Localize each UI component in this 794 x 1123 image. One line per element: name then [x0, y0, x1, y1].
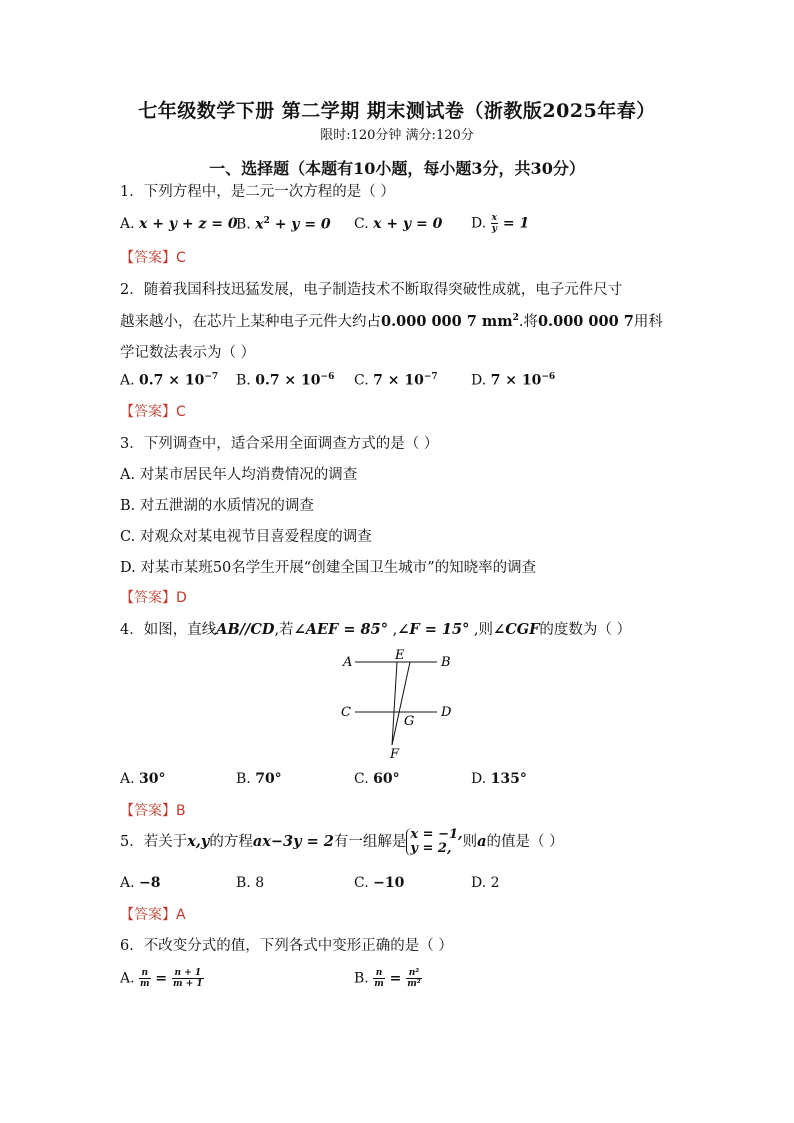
section-heading: 一、选择题（本题有10小题，每小题3分，共30分）: [209, 159, 585, 178]
option-math-sup: 2: [263, 216, 270, 226]
stem-text: 的方程: [209, 834, 253, 850]
label-f: F: [390, 747, 400, 762]
option-label: D.: [471, 372, 491, 389]
option-label: B.: [236, 372, 256, 389]
stem-text: ,则: [469, 622, 494, 638]
stem-math: ∠F = 15°: [397, 621, 470, 638]
question-1-option-d: [471, 213, 529, 234]
stem-math: 0.000 000 7 mm: [381, 313, 513, 330]
stem-text: 4．如图，直线: [120, 622, 217, 638]
question-3-stem: 3．下列调查中，适合采用全面调查方式的是（ ）: [120, 436, 439, 452]
stem-text: ,若: [274, 622, 294, 638]
stem-text: 有一组解是: [333, 834, 407, 850]
question-2-stem-line-2: [120, 310, 663, 331]
stem-text: 则: [462, 834, 478, 850]
question-5-option-d: [471, 875, 500, 891]
option-label: D.: [471, 771, 491, 787]
fraction-numerator: n: [139, 968, 151, 979]
question-5-option-b: [236, 875, 264, 891]
label-a: A: [343, 655, 353, 670]
question-5-option-c: [354, 875, 404, 891]
question-3-option-c: C. 对观众对某电视节目喜爱程度的调查: [120, 529, 372, 545]
stem-math: ∠CGF: [493, 621, 540, 638]
question-4-answer: 【答案】B: [120, 803, 186, 819]
question-3-option-d: D. 对某市某班50名学生开展“创建全国卫生城市”的知晓率的调查: [120, 560, 537, 576]
stem-math: 0.000 000 7: [537, 313, 634, 330]
equation-line: y = 2,: [410, 841, 452, 856]
question-3-answer: 【答案】D: [120, 590, 187, 606]
question-2-option-b: [236, 372, 334, 389]
option-fraction-left: [373, 968, 385, 989]
label-e: E: [395, 648, 405, 663]
option-label: A.: [120, 771, 140, 787]
geometry-figure: [335, 645, 465, 765]
option-math: = 1: [498, 215, 530, 232]
question-5-stem: [120, 828, 564, 856]
option-math: −8: [139, 875, 161, 891]
option-math: 135°: [490, 771, 527, 787]
label-d: D: [441, 705, 452, 720]
option-math: x: [255, 216, 264, 233]
option-math: 8: [255, 875, 265, 891]
question-1-option-b: [236, 216, 331, 233]
option-math-sup: −6: [541, 372, 556, 382]
option-label: C.: [354, 216, 374, 232]
option-math-sup: −7: [204, 372, 219, 382]
question-4-option-b: [236, 771, 282, 787]
option-label: B.: [236, 216, 256, 233]
question-1-stem: 1．下列方程中，是二元一次方程的是（ ）: [120, 184, 395, 200]
option-label: C.: [354, 372, 374, 389]
option-math: 60°: [373, 771, 400, 787]
question-4-option-c: [354, 771, 400, 787]
option-math: 70°: [255, 771, 282, 787]
option-label: B.: [354, 970, 374, 987]
question-2-option-d: [471, 372, 555, 389]
label-c: C: [341, 705, 351, 720]
question-1-option-a: [120, 216, 238, 232]
option-label: C.: [354, 875, 374, 891]
option-math: −10: [373, 875, 405, 891]
question-4-option-a: [120, 771, 166, 787]
fraction-denominator: m + 1: [173, 979, 203, 989]
fraction-denominator: y: [491, 224, 497, 234]
question-6-option-a: A. $\frac{n}{m}$ = $\frac{n + 1}{m + 1}$: [120, 968, 203, 989]
stem-math: ∠AEF = 85°: [293, 621, 388, 638]
option-label: A.: [120, 970, 140, 987]
option-math: 0.7 × 10: [255, 372, 321, 389]
question-1-answer: 【答案】C: [120, 250, 186, 266]
question-2-stem-line-1: 2．随着我国科技迅猛发展，电子制造技术不断取得突破性成就，电子元件尺寸: [120, 282, 623, 298]
option-fraction-left: [139, 968, 151, 989]
stem-text: ,: [387, 622, 398, 638]
stem-text: .将: [518, 314, 538, 330]
stem-text: 用科: [633, 314, 663, 330]
question-2-option-a: [120, 372, 218, 389]
option-fraction: [491, 213, 498, 234]
option-math: 0.7 × 10: [139, 372, 205, 389]
fraction-denominator: m: [374, 979, 384, 989]
option-math: + y = 0: [269, 216, 331, 233]
option-math: 30°: [139, 771, 166, 787]
question-2-stem-line-3: 学记数法表示为（ ）: [120, 345, 256, 361]
option-label: A.: [120, 216, 140, 232]
question-4-stem: [120, 618, 631, 639]
fraction-denominator: m: [140, 979, 150, 989]
option-label: D.: [471, 215, 491, 232]
option-label: C.: [354, 771, 374, 787]
question-1-option-c: [354, 216, 442, 232]
stem-text: 的度数为（ ）: [539, 622, 632, 638]
option-math: x + y + z = 0: [139, 216, 238, 232]
option-label: D.: [471, 875, 491, 891]
stem-text: 的值是（ ）: [486, 834, 564, 850]
option-math: 7 × 10: [490, 372, 542, 389]
option-math-sup: −7: [423, 372, 438, 382]
option-fraction-right: [406, 968, 421, 989]
equation-line: x = −1,: [410, 827, 463, 842]
fraction-numerator: n: [373, 968, 385, 979]
option-math: 7 × 10: [373, 372, 424, 389]
question-2-answer: 【答案】C: [120, 404, 186, 420]
equation-system: [406, 828, 462, 856]
question-3-option-a: A. 对某市居民年人均消费情况的调查: [120, 467, 358, 483]
option-label: B.: [236, 771, 256, 787]
question-5-option-a: [120, 875, 161, 891]
question-6-option-b: B. $\frac{n}{m}$ = $\frac{\text{n²}}{\text{m²}}$: [354, 968, 421, 989]
question-4-option-d: [471, 771, 527, 787]
stem-text: 5．若关于: [120, 834, 188, 850]
question-6-stem: 6．不改变分式的值，下列各式中变形正确的是（ ）: [120, 938, 453, 954]
stem-text: 越来越小，在芯片上某种电子元件大约占: [120, 314, 381, 330]
page-title: 七年级数学下册 第二学期 期末测试卷（浙教版2025年春）: [138, 100, 656, 122]
option-label: A.: [120, 875, 140, 891]
fraction-numerator: n²: [406, 968, 421, 979]
fraction-denominator: m²: [407, 979, 421, 989]
option-fraction-right: [172, 968, 204, 989]
stem-math: x,y: [187, 833, 210, 850]
option-math: x + y = 0: [373, 216, 443, 232]
option-label: A.: [120, 372, 140, 389]
page-subtitle: 限时:120分钟 满分:120分: [320, 128, 474, 143]
stem-math: AB//CD: [216, 621, 275, 638]
fraction-numerator: n + 1: [172, 968, 204, 979]
question-3-option-b: B. 对五泄湖的水质情况的调查: [120, 498, 314, 514]
option-math: 2: [490, 875, 500, 891]
stem-math: ax−3y = 2: [252, 833, 334, 850]
label-b: B: [441, 655, 451, 670]
question-5-answer: 【答案】A: [120, 907, 186, 923]
question-2-option-c: [354, 372, 438, 389]
option-label: B.: [236, 875, 256, 891]
fraction-numerator: x: [491, 213, 498, 223]
stem-math: a: [477, 833, 487, 850]
option-math-sup: −6: [320, 372, 335, 382]
label-g: G: [404, 714, 415, 729]
stem-math-sup: 2: [512, 313, 519, 324]
